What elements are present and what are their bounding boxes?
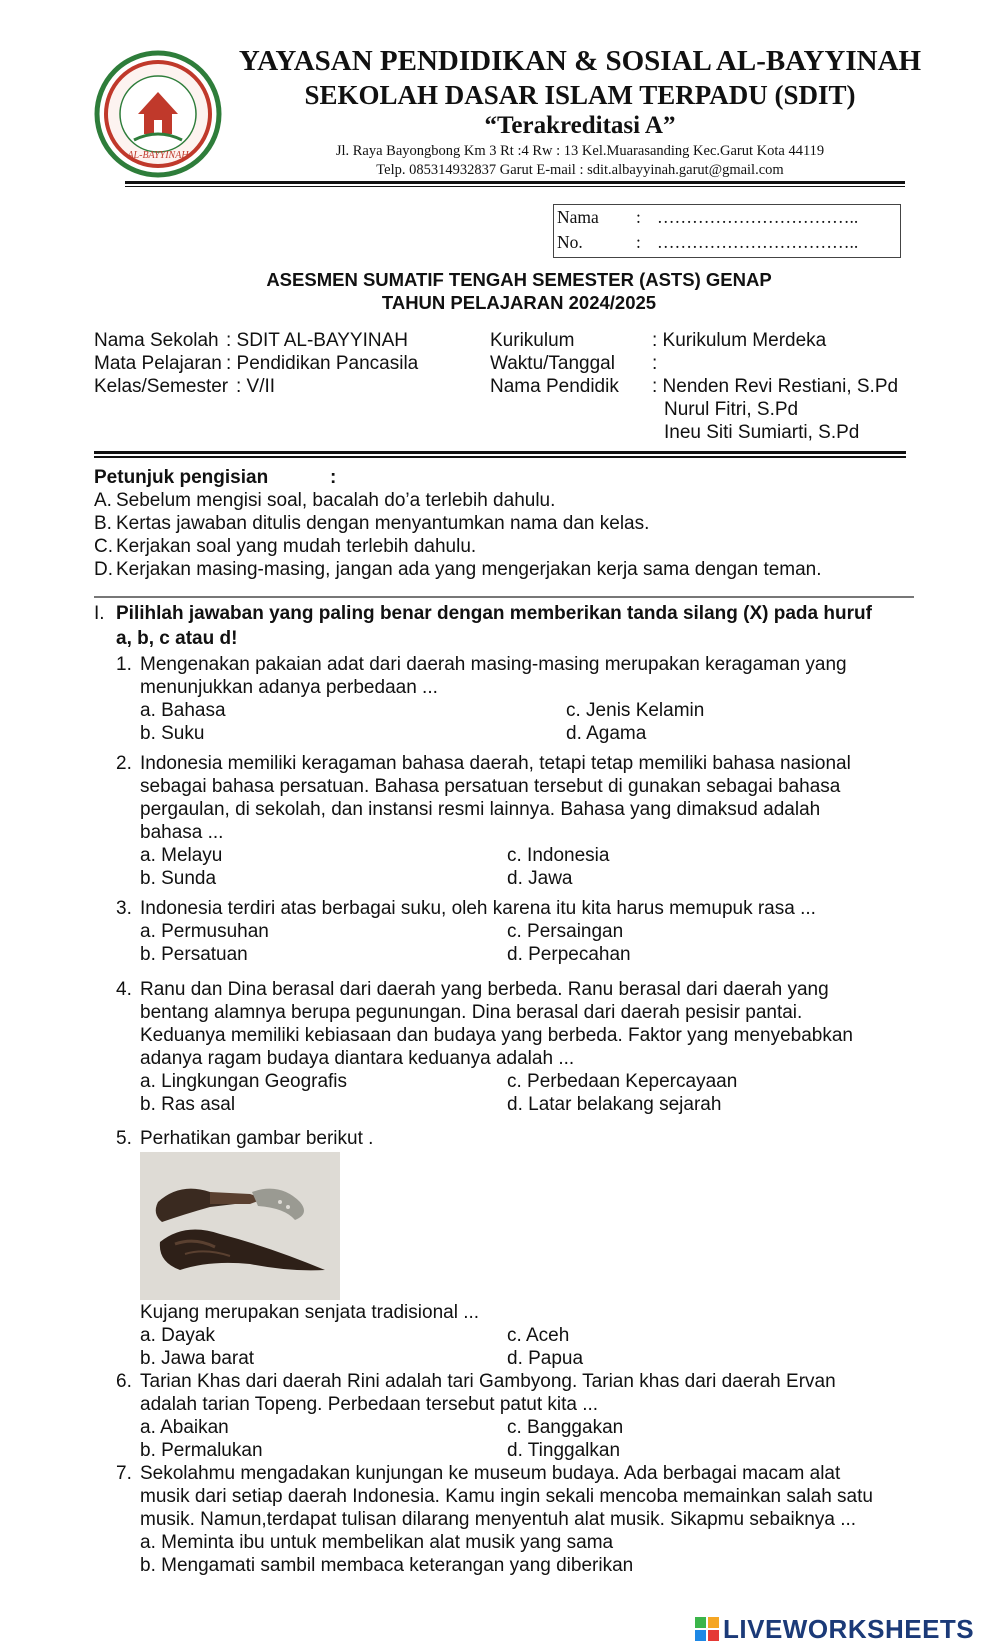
option-c[interactable]: c. Aceh <box>507 1325 570 1346</box>
question-text: menunjukkan adanya perbedaan ... <box>140 677 438 698</box>
liveworksheets-brand[interactable] <box>695 1614 974 1645</box>
question-text: adalah tarian Topeng. Perbedaan tersebut patut kita ... <box>140 1394 599 1415</box>
name-box <box>553 204 901 258</box>
foundation-name: YAYASAN PENDIDIKAN & SOSIAL AL-BAYYINAH <box>238 45 922 77</box>
question-text: musik. Namun,terdapat tulisan dilarang menyentuh alat musik. Sikapmu sebaiknya ... <box>140 1509 857 1530</box>
option-a[interactable]: a. Meminta ibu untuk membelikan alat musik yang sama <box>140 1532 614 1553</box>
option-a[interactable]: a. Dayak <box>140 1325 215 1346</box>
section-instruction-cont: a, b, c atau d! <box>116 628 238 649</box>
option-b[interactable]: b. Suku <box>140 723 205 744</box>
teacher-label: Nama Pendidik <box>490 376 619 397</box>
question-number: 7. <box>116 1463 132 1484</box>
question-number: 5. <box>116 1128 132 1149</box>
school-address: Jl. Raya Bayongbong Km 3 Rt :4 Rw : 13 Kel.Muarasanding Kec.Garut Kota 44119 <box>335 143 825 159</box>
info-divider-lower <box>94 456 906 458</box>
kujang-image <box>140 1152 340 1300</box>
instruction-letter: D. <box>94 559 113 580</box>
teacher-name: Nurul Fitri, S.Pd <box>664 399 799 420</box>
section-instruction: Pilihlah jawaban yang paling benar dengan memberikan tanda silang (X) pada huruf <box>116 603 872 624</box>
option-c[interactable]: c. Perbedaan Kepercayaan <box>507 1071 738 1092</box>
name-field[interactable]: …………………………….. <box>657 207 859 227</box>
question-text: Indonesia terdiri atas berbagai suku, oleh karena itu kita harus memupuk rasa ... <box>140 898 816 919</box>
option-c[interactable]: c. Indonesia <box>507 845 610 866</box>
instruction-text: Kerjakan masing-masing, jangan ada yang mengerjakan kerja sama dengan teman. <box>116 559 822 580</box>
name-colon: : <box>636 207 641 227</box>
instruction-text: Kertas jawaban ditulis dengan menyantumkan nama dan kelas. <box>116 513 650 534</box>
subject-label: Mata Pelajaran <box>94 353 222 374</box>
number-field[interactable]: …………………………….. <box>657 232 859 252</box>
class-label: Kelas/Semester <box>94 376 229 397</box>
question-caption: Kujang merupakan senjata tradisional ... <box>140 1302 480 1323</box>
question-text: Ranu dan Dina berasal dari daerah yang berbeda. Ranu berasal dari daerah yang <box>140 979 829 1000</box>
option-d[interactable]: d. Jawa <box>507 868 573 889</box>
option-a[interactable]: a. Melayu <box>140 845 223 866</box>
option-c[interactable]: c. Jenis Kelamin <box>566 700 705 721</box>
name-label: Nama <box>557 207 599 227</box>
question-number: 2. <box>116 753 132 774</box>
question-text: musik dari setiap daerah Indonesia. Kamu ingin sekali mencoba memainkan salah satu <box>140 1486 873 1507</box>
option-d[interactable]: d. Latar belakang sejarah <box>507 1094 722 1115</box>
option-b[interactable]: b. Sunda <box>140 868 217 889</box>
school-logo <box>94 50 222 178</box>
question-number: 6. <box>116 1371 132 1392</box>
time-label: Waktu/Tanggal <box>490 353 615 374</box>
teacher-name: Ineu Siti Sumiarti, S.Pd <box>664 422 860 443</box>
option-b[interactable]: b. Persatuan <box>140 944 248 965</box>
question-text: bentang alamnya berupa pegunungan. Dina berasal dari daerah pesisir pantai. <box>140 1002 803 1023</box>
section-number: I. <box>94 603 105 624</box>
option-a[interactable]: a. Lingkungan Geografis <box>140 1071 348 1092</box>
option-b[interactable]: b. Mengamati sambil membaca keterangan yang diberikan <box>140 1555 634 1576</box>
option-a[interactable]: a. Bahasa <box>140 700 226 721</box>
exam-year: TAHUN PELAJARAN 2024/2025 <box>381 292 657 313</box>
class-value: : V/II <box>236 376 276 397</box>
school-contact: Telp. 085314932837 Garut E-mail : sdit.albayyinah.garut@gmail.com <box>376 162 784 178</box>
info-divider <box>94 451 906 454</box>
option-d[interactable]: d. Papua <box>507 1348 584 1369</box>
question-text: Keduanya memiliki kebiasaan dan budaya yang berbeda. Faktor yang menyebabkan <box>140 1025 853 1046</box>
teacher-name: : Nenden Revi Restiani, S.Pd <box>652 376 899 397</box>
brand-text: LIVEWORKSHEETS <box>723 1614 975 1644</box>
school-value: : SDIT AL-BAYYINAH <box>226 330 408 351</box>
instruction-letter: C. <box>94 536 113 557</box>
curriculum-label: Kurikulum <box>490 330 575 351</box>
question-text: Tarian Khas dari daerah Rini adalah tari Gambyong. Tarian khas dari daerah Ervan <box>140 1371 836 1392</box>
number-colon: : <box>636 232 641 252</box>
option-b[interactable]: b. Permalukan <box>140 1440 263 1461</box>
option-b[interactable]: b. Ras asal <box>140 1094 236 1115</box>
instruction-letter: A. <box>94 490 112 511</box>
option-a[interactable]: a. Abaikan <box>140 1417 229 1438</box>
curriculum-value: : Kurikulum Merdeka <box>652 330 827 351</box>
question-text: Perhatikan gambar berikut . <box>140 1128 374 1149</box>
letterhead-divider-thin <box>125 186 905 187</box>
option-d[interactable]: d. Agama <box>566 723 647 744</box>
question-text: Sekolahmu mengadakan kunjungan ke museum budaya. Ada berbagai macam alat <box>140 1463 841 1484</box>
instructions-colon: : <box>330 467 337 488</box>
question-text: Mengenakan pakaian adat dari daerah masing-masing merupakan keragaman yang <box>140 654 847 675</box>
question-text: sebagai bahasa persatuan. Bahasa persatuan tersebut di gunakan sebagai bahasa <box>140 776 841 797</box>
question-text: Indonesia memiliki keragaman bahasa daerah, tetapi tetap memiliki bahasa nasional <box>140 753 851 774</box>
option-c[interactable]: c. Persaingan <box>507 921 624 942</box>
accreditation: “Terakreditasi A” <box>484 112 676 139</box>
question-number: 1. <box>116 654 132 675</box>
letterhead-divider <box>125 181 905 184</box>
question-text: adanya ragam budaya diantara keduanya adalah ... <box>140 1048 575 1069</box>
number-label: No. <box>557 232 583 252</box>
exam-title: ASESMEN SUMATIF TENGAH SEMESTER (ASTS) GENAP <box>266 269 772 290</box>
instruction-letter: B. <box>94 513 112 534</box>
school-name: SEKOLAH DASAR ISLAM TERPADU (SDIT) <box>304 80 856 110</box>
option-d[interactable]: d. Tinggalkan <box>507 1440 621 1461</box>
question-number: 3. <box>116 898 132 919</box>
question-text: pergaulan, di sekolah, dan instansi resmi lainnya. Bahasa yang dimaksud adalah <box>140 799 821 820</box>
section-divider <box>94 596 914 598</box>
question-number: 4. <box>116 979 132 1000</box>
school-label: Nama Sekolah <box>94 330 219 351</box>
instructions-title: Petunjuk pengisian <box>94 467 269 488</box>
logo-text: AL-BAYYINAH <box>127 150 189 161</box>
option-a[interactable]: a. Permusuhan <box>140 921 269 942</box>
option-d[interactable]: d. Perpecahan <box>507 944 631 965</box>
subject-value: : Pendidikan Pancasila <box>226 353 419 374</box>
option-c[interactable]: c. Banggakan <box>507 1417 624 1438</box>
instruction-text: Kerjakan soal yang mudah terlebih dahulu. <box>116 536 477 557</box>
time-value: : <box>652 353 658 374</box>
liveworksheets-logo-icon <box>695 1617 719 1641</box>
question-text: bahasa ... <box>140 822 224 843</box>
option-b[interactable]: b. Jawa barat <box>140 1348 255 1369</box>
instruction-text: Sebelum mengisi soal, bacalah do’a terlebih dahulu. <box>116 490 556 511</box>
